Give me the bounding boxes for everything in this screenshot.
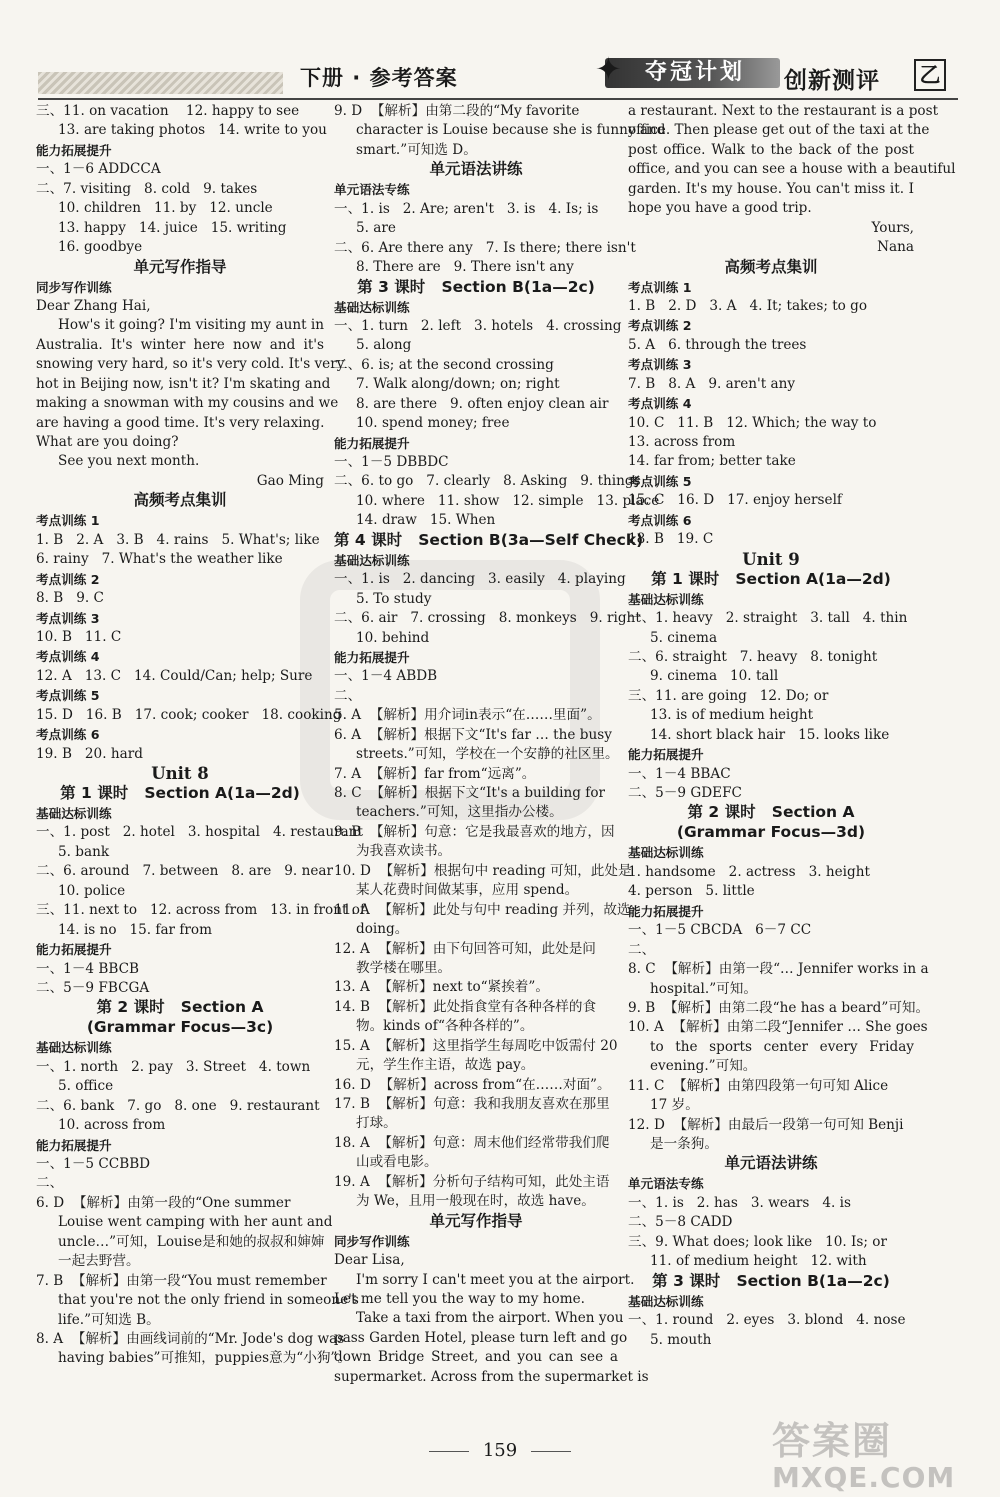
answer-line: 二、 (628, 941, 656, 958)
answer-line: supermarket. Across from the supermarket is (334, 1368, 649, 1385)
answer-line: 5. mouth (650, 1331, 712, 1348)
answer-line: 物。kinds of“各种各样的”。 (356, 1018, 534, 1035)
answer-line: 1. B 2. A 3. B 4. rains 5. What's; like (36, 531, 320, 548)
mascot-icon: ✦ (595, 50, 622, 88)
subsection-label: 能力拓展提升 (36, 1137, 112, 1153)
answer-line: 一、1. north 2. pay 3. Street 4. town (36, 1058, 311, 1075)
subsection-label: 考点训练 6 (628, 512, 692, 528)
section-heading: 第 3 课时 Section B(1a—2c) (652, 1271, 890, 1290)
subsection-label: 考点训练 5 (36, 688, 100, 704)
answer-line: down Bridge Street, and you can see a (334, 1349, 618, 1366)
answer-line: 一、1－5 CBCDA 6－7 CC (628, 922, 812, 939)
subsection-label: 能力拓展提升 (334, 435, 410, 451)
watermark-logo-text: 答案圈 (772, 1419, 893, 1463)
answer-line: 14. far from; better take (628, 453, 796, 470)
answer-line: 二、5－8 CADD (628, 1214, 733, 1231)
answer-line: uncle…”可知，Louise是和她的叔叔和婶婶 (58, 1233, 325, 1250)
answer-line: 5. along (356, 337, 412, 354)
answer-line: 7. Walk along/down; on; right (356, 376, 560, 393)
answer-line: 1. handsome 2. actress 3. height (628, 863, 870, 880)
answer-line: 一、1－5 CCBBD (36, 1156, 151, 1172)
section-heading: 高频考点集训 (724, 257, 818, 276)
subsection-label: 基础达标训练 (36, 806, 112, 821)
section-heading: Unit 9 (742, 549, 800, 569)
subsection-label: 考点训练 3 (628, 357, 692, 373)
answer-line: 一、1－5 DBBDC (334, 454, 449, 470)
answer-line: 一、1. is 2. has 3. wears 4. is (628, 1194, 851, 1211)
answer-line: 三、11. are going 12. Do; or (628, 687, 829, 704)
answer-line: making a snowman with my cousins and we (36, 395, 339, 412)
answer-line: 10. police (58, 882, 126, 899)
subsection-label: 考点训练 1 (628, 279, 692, 295)
section-heading: 第 1 课时 Section A(1a—2d) (60, 784, 300, 802)
answer-line: snowing very hard, so it's very cold. It's very (36, 356, 345, 373)
answer-line: 二、6. bank 7. go 8. one 9. restaurant (36, 1097, 320, 1114)
answer-line: 8. are there 9. often enjoy clean air (356, 395, 609, 412)
answer-line: I'm sorry I can't meet you at the airport. (356, 1271, 635, 1288)
answer-line: 11. C 【解析】由第四段第一句可知 Alice (628, 1077, 889, 1094)
answer-line: hot in Beijing now, isn't it? I'm skating and (36, 375, 331, 392)
subsection-label: 能力拓展提升 (36, 942, 112, 958)
answer-line: 一、1. is 2. dancing 3. easily 4. playing (334, 571, 626, 588)
answer-line: 二、6. straight 7. heavy 8. tonight (628, 648, 878, 665)
subsection-label: 能力拓展提升 (628, 747, 704, 763)
answer-line: 14. B 【解析】此处指食堂有各种各样的食 (334, 998, 597, 1015)
section-heading: 单元语法讲练 (429, 160, 523, 179)
answer-line: office, and you can see a house with a beautiful (628, 161, 956, 178)
answer-line: 一、1－4 ABDB (334, 668, 438, 685)
answer-line: office. Then please get out of the taxi at the (628, 122, 930, 139)
answer-line: Let me tell you the way to my home. (334, 1290, 585, 1307)
subsection-label: 考点训练 4 (36, 649, 100, 665)
answer-line: 13. across from (628, 434, 736, 450)
answer-line: life.”可知选 B。 (58, 1311, 160, 1328)
answer-line: Dear Lisa, (334, 1252, 405, 1269)
answer-line: 二、 (334, 687, 362, 704)
answer-line: streets.”可知，学校在一个安静的社区里。 (356, 746, 619, 763)
answer-line: 二、5－9 FBCGA (36, 979, 150, 996)
answer-line: Nana (877, 239, 914, 256)
answer-column-left (36, 102, 365, 1369)
answer-line: 14. short black hair 15. looks like (650, 726, 890, 743)
section-heading: 高频考点集训 (133, 491, 227, 510)
section-heading: 单元写作指导 (133, 257, 227, 276)
answer-line: 10. where 11. show 12. simple 13. place (356, 492, 660, 509)
answer-line: pass Garden Hotel, please turn left and go (334, 1329, 628, 1346)
answer-line: 10. B 11. C (36, 628, 122, 645)
answer-line: 元，学生作主语，故选 pay。 (356, 1057, 535, 1074)
answer-line: 5. To study (356, 590, 432, 607)
answer-line: post office. Walk to the back of the post (628, 141, 914, 158)
section-heading: 单元写作指导 (429, 1211, 523, 1230)
subsection-label: 能力拓展提升 (36, 142, 112, 158)
subsection-label: 能力拓展提升 (628, 903, 704, 919)
subsection-label: 考点训练 5 (628, 473, 692, 489)
answer-line: 二、6. air 7. crossing 8. monkeys 9. right (334, 610, 641, 627)
answer-line: 11. of medium height 12. with (650, 1253, 867, 1270)
watermark-url: MXQE.COM (772, 1461, 956, 1494)
answer-line: Australia. It's winter here now and it's (36, 336, 324, 353)
subsection-label: 基础达标训练 (334, 552, 410, 568)
answer-line: 二、6. is; at the second crossing (334, 356, 554, 373)
answer-line: 7. A 【解析】far from“远离”。 (334, 765, 536, 782)
answer-line: 一、1－4 BBAC (628, 765, 731, 782)
answer-line: 12. D 【解析】由最后一段第一句可知 Benji (628, 1116, 904, 1133)
answer-line: having babies”可推知，puppies意为“小狗”。 (58, 1350, 351, 1367)
page-header (0, 0, 1000, 100)
answer-line: Take a taxi from the airport. When you (356, 1310, 624, 1327)
answer-line: 12. A 【解析】由下句回答可知，此处是问 (334, 940, 596, 957)
answer-line: 一起去野营。 (58, 1253, 140, 1270)
answer-line: 二、6. to go 7. clearly 8. Asking 9. things (334, 473, 641, 490)
answer-line: 15. A 【解析】这里指学生每周吃中饭需付 20 (334, 1037, 618, 1054)
answer-line: Yours, (871, 219, 914, 236)
answer-line: 10. behind (356, 629, 430, 646)
answer-line: 5. are (356, 220, 396, 237)
answer-line: 打球。 (356, 1115, 397, 1132)
answer-line: Gao Ming (256, 472, 324, 489)
answer-line: character is Louise because she is funny and (356, 122, 666, 139)
answer-line: 15. C 16. D 17. enjoy herself (628, 492, 842, 509)
answer-line: What are you doing? (36, 434, 179, 450)
answer-line: 8. A 【解析】由画线词前的“Mr. Jode's dog was (36, 1330, 345, 1347)
answer-line: 为 We，且用一般现在时，故选 have。 (356, 1193, 595, 1210)
answer-line: 10. children 11. by 12. uncle (58, 200, 273, 217)
answer-line: 5. bank (58, 843, 110, 860)
answer-line: a restaurant. Next to the restaurant is a post (628, 103, 939, 119)
answer-line: 19. A 【解析】分析句子结构可知，此处主语 (334, 1173, 610, 1190)
answer-line: 13. happy 14. juice 15. writing (58, 219, 287, 236)
subsection-label: 考点训练 2 (36, 571, 100, 587)
answer-line: How's it going? I'm visiting my aunt in (58, 317, 324, 334)
answer-line: 8. C 【解析】根据下文“It's a building for (334, 785, 606, 801)
header-title: 下册 · 参考答案 (300, 66, 458, 90)
subsection-label: 同步写作训练 (36, 279, 112, 295)
header-decor-band (38, 72, 283, 94)
answer-line: 8. There are 9. There isn't any (356, 259, 574, 276)
subsection-label: 考点训练 6 (36, 727, 100, 743)
subsection-label: 考点训练 1 (36, 513, 100, 529)
edition-badge: 乙 (914, 59, 946, 91)
answer-line: 5. A 【解析】用介词in表示“在……里面”。 (334, 707, 601, 724)
answer-line: 14. draw 15. When (356, 512, 496, 529)
answer-line: 19. B 20. hard (36, 745, 143, 762)
answer-line: 一、1. is 2. Are; aren't 3. is 4. Is; is (334, 200, 599, 217)
brand-logo: 夺冠计划 (605, 58, 780, 88)
section-heading: 第 1 课时 Section A(1a—2d) (651, 569, 891, 588)
answer-line: 17. B 【解析】句意：我和我朋友喜欢在那里 (334, 1096, 610, 1112)
answer-line: 6. D 【解析】由第一段的“One summer (36, 1194, 291, 1211)
answer-line: 5. A 6. through the trees (628, 336, 807, 353)
answer-line: 某人花费时间做某事，应用 spend。 (356, 882, 579, 899)
subsection-label: 基础达标训练 (628, 591, 704, 607)
answer-line: 18. A 【解析】句意：周末他们经常带我们爬 (334, 1134, 610, 1151)
answer-line: 是一条狗。 (650, 1136, 718, 1152)
subsection-label: 基础达标训练 (628, 845, 704, 861)
answer-line: evening.”可知。 (650, 1058, 757, 1075)
answer-line: 11. A 【解析】此处与句中 reading 并列，故选 (334, 901, 631, 918)
answer-line: Dear Zhang Hai, (36, 297, 151, 314)
subsection-label: 考点训练 3 (36, 610, 100, 626)
answer-line: are having a good time. It's very relaxing. (36, 414, 325, 431)
answer-line: 二、5－9 GDEFC (628, 785, 742, 801)
page-number: 159 (482, 1440, 518, 1461)
answer-line: 13. A 【解析】next to“紧挨着”。 (334, 979, 549, 996)
section-heading: 第 2 课时 Section A (687, 803, 855, 822)
answer-line: 16. goodbye (58, 239, 143, 256)
answer-line: 二、7. visiting 8. cold 9. takes (36, 180, 258, 197)
answer-line: 8. B 9. C (36, 590, 104, 607)
answer-line: 16. D 【解析】across from“在……对面”。 (334, 1076, 611, 1093)
answer-line: 7. B 8. A 9. aren't any (628, 375, 796, 392)
answer-line: 三、9. What does; look like 10. Is; or (628, 1233, 887, 1250)
answer-line: 9. B 【解析】句意：它是我最喜欢的地方，因 (334, 823, 615, 840)
answer-line: 一、1. round 2. eyes 3. blond 4. nose (628, 1312, 906, 1329)
answer-line: garden. It's my house. You can't miss it. I (628, 180, 914, 197)
subsection-label: 考点训练 2 (628, 318, 692, 334)
answer-line: 13. is of medium height (650, 707, 814, 724)
answer-line: 17 岁。 (650, 1097, 699, 1114)
section-heading: Unit 8 (151, 764, 209, 783)
section-heading: (Grammar Focus—3d) (676, 823, 866, 842)
subsection-label: 基础达标训练 (334, 299, 410, 315)
answer-line: 一、1－4 BBCB (36, 960, 140, 977)
answer-line: 9. cinema 10. tall (650, 668, 779, 685)
answer-line: 13. are taking photos 14. write to you (58, 122, 327, 139)
answer-line: 三、11. on vacation 12. happy to see (36, 103, 300, 119)
subsection-label: 单元语法专练 (334, 182, 410, 198)
site-watermark (772, 1410, 997, 1494)
answer-line: hope you have a good trip. (628, 200, 812, 217)
answer-line: 8. C 【解析】由第一段“… Jennifer works in a (628, 961, 929, 978)
answer-line: 4. person 5. little (628, 883, 755, 900)
header-rule (38, 98, 958, 100)
answer-line: 山或看电影。 (356, 1154, 438, 1171)
answer-line: 为我喜欢读书。 (356, 843, 452, 860)
answer-line: 5. office (58, 1078, 114, 1095)
subsection-label: 单元语法专练 (628, 1176, 704, 1192)
subsection-label: 基础达标训练 (628, 1293, 704, 1309)
answer-line: 14. is no 15. far from (58, 921, 212, 938)
answer-line: teachers.”可知，这里指办公楼。 (356, 804, 563, 821)
answer-line: 二、6. Are there any 7. Is there; there isn't (334, 239, 636, 256)
answer-line: 7. B 【解析】由第一段“You must remember (36, 1272, 327, 1289)
section-heading: (Grammar Focus—3c) (86, 1018, 274, 1037)
answer-line: 10. C 11. B 12. Which; the way to (628, 414, 877, 431)
answer-line: 一、1. turn 2. left 3. hotels 4. crossing (334, 317, 622, 334)
answer-line: See you next month. (58, 453, 200, 470)
answer-line: 9. B 【解析】由第二段“he has a beard”可知。 (628, 999, 930, 1016)
answer-line: doing。 (356, 921, 409, 938)
subsection-label: 考点训练 4 (628, 396, 692, 412)
subsection-label: 基础达标训练 (36, 1040, 112, 1056)
answer-line: smart.”可知选 D。 (356, 141, 477, 158)
section-heading: 第 4 课时 Section B(3a—Self Check) (334, 530, 644, 549)
answer-line: 一、1－6 ADDCCA (36, 161, 161, 178)
answer-line: 10. D 【解析】根据句中 reading 可知，此处是 (334, 862, 632, 879)
answer-line: that you're not the only friend in someone's (58, 1292, 359, 1309)
answer-column-right (628, 102, 956, 1350)
answer-line: 10. across from (58, 1117, 166, 1134)
subsection-label: 能力拓展提升 (334, 649, 410, 665)
answer-line: 一、1. post 2. hotel 3. hospital 4. restaurant (36, 824, 363, 841)
answer-line: 二、 (36, 1175, 64, 1192)
answer-line: 一、1. heavy 2. straight 3. tall 4. thin (628, 610, 908, 627)
answer-line: 10. spend money; free (356, 415, 510, 432)
answer-line: 10. A 【解析】由第二段“Jennifer … She goes (628, 1019, 928, 1036)
answer-line: 二、6. around 7. between 8. are 9. near (36, 863, 333, 880)
section-heading: 第 2 课时 Section A (96, 998, 264, 1017)
answer-line: 9. D 【解析】由第二段的“My favorite (334, 103, 580, 119)
answer-line: 6. rainy 7. What's the weather like (36, 551, 283, 568)
answer-line: Louise went camping with her aunt and (58, 1214, 333, 1231)
answer-line: 5. cinema (650, 629, 718, 646)
answer-line: 15. D 16. B 17. cook; cooker 18. cooking (36, 706, 342, 723)
answer-line: 6. A 【解析】根据下文“It's far … the busy (334, 726, 612, 743)
section-heading: 第 3 课时 Section B(1a—2c) (357, 277, 595, 296)
answer-line: hospital.”可知。 (650, 980, 757, 997)
section-heading: 单元语法讲练 (724, 1154, 818, 1173)
book-subtitle: 创新测评 (784, 68, 880, 94)
answer-line: 12. A 13. C 14. Could/Can; help; Sure (36, 667, 313, 684)
answer-line: 1. B 2. D 3. A 4. It; takes; to go (628, 297, 868, 314)
footer-dash-right (531, 1451, 571, 1452)
answer-line: 三、11. next to 12. across from 13. in front of (36, 902, 365, 919)
answer-line: 教学楼在哪里。 (356, 959, 452, 976)
subsection-label: 同步写作训练 (334, 1233, 410, 1249)
answer-line: 18. B 19. C (628, 531, 714, 548)
answer-line: to the sports center every Friday (650, 1038, 914, 1055)
footer-dash-left (429, 1451, 469, 1452)
